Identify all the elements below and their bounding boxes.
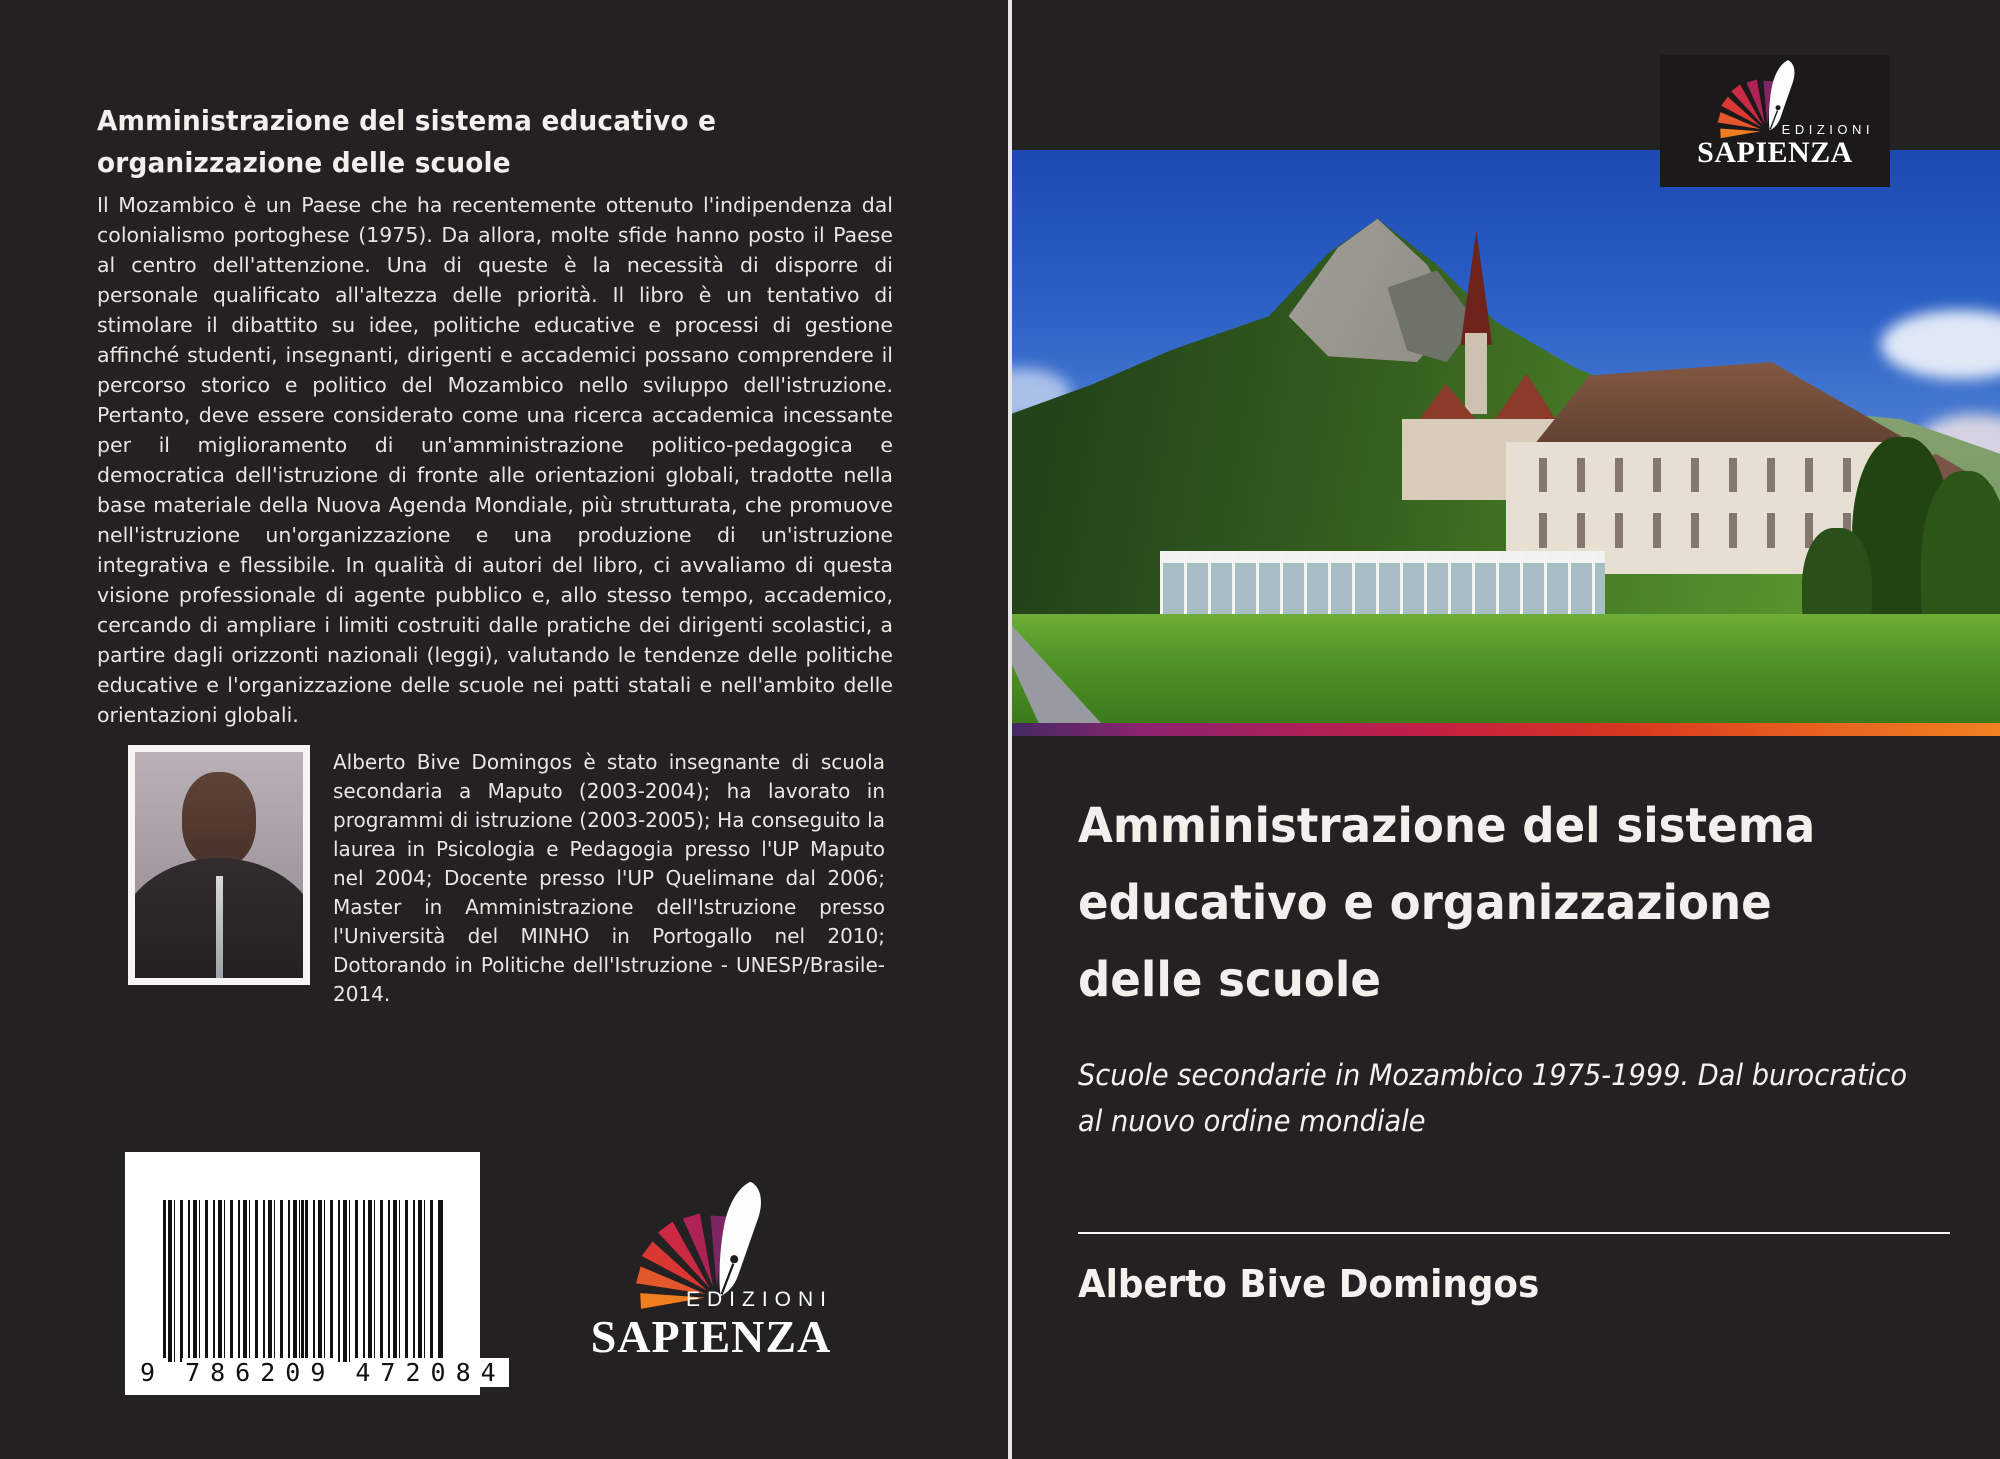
- barcode-digit-group-2: 472084: [352, 1358, 508, 1387]
- publisher-name-label: SAPIENZA: [590, 1311, 832, 1362]
- author-portrait: [135, 752, 303, 978]
- accent-gradient-bar: [1012, 723, 2000, 736]
- portrait-zipper: [216, 876, 223, 978]
- barcode-digit-group-1: 786209: [182, 1358, 338, 1387]
- front-author-name: Alberto Bive Domingos: [1078, 1262, 1540, 1306]
- barcode-digit-prefix: 9: [137, 1358, 168, 1387]
- back-cover-synopsis: Il Mozambico è un Paese che ha recentemente ottenuto l'indipendenza dal colonialismo portoghese (1975). Da allora, molte sfide hanno posto il Paese al centro dell'attenzione. Una di queste è la necessità di disporre di personale qualificato all'altezza delle priorità. Il libro è un tentativo di stimolare il dibattito su idee, politiche educative e processi di gestione affinché studenti, insegnanti, dirigenti e accademici possano comprendere il percorso storico e politico del Mozambico nello sviluppo dell'istruzione. Pertanto, deve essere considerato come una ricerca accademica incessante per il miglioramento di un'amministrazione politico-pedagogica e democratica dell'istruzione di fronte alle orientazioni globali, tradotte nella base materiale della Nuova Agenda Mondiale, più strutturata, che promuove nell'istruzione un'organizzazione e una produzione di un'istruzione integrativa e flessibile. In qualità di autori del libro, ci avvaliamo di questa visione professionale di agente pubblico e, allo stesso tempo, accademico, cercando di ampliare i limiti costruiti dalle pratiche dei dirigenti scolastici, a partire dagli orizzonti nazionali (leggi), valutando le tendenze delle politiche educative e l'organizzazione delle scuole nei patti statali e nell'ambito delle orientazioni globali.: [97, 193, 893, 727]
- back-cover-title: [97, 100, 756, 184]
- front-title-line-2: educativo e organizzazione: [1078, 875, 1772, 931]
- barcode-guard-right: [440, 1200, 443, 1382]
- photo-lawn: [1012, 614, 2000, 723]
- photo-building-windows: [1523, 458, 1905, 492]
- author-divider-rule: [1078, 1232, 1950, 1234]
- front-subtitle-line-2: al nuovo ordine mondiale: [1078, 1104, 1426, 1138]
- publisher-imprint-label: EDIZIONI: [1781, 122, 1874, 137]
- front-cover-title: [1078, 788, 1862, 1019]
- author-photo: [128, 745, 310, 985]
- publisher-logo-back: [585, 1180, 837, 1398]
- barcode-digits: [137, 1358, 506, 1387]
- photo-church-tower: [1465, 333, 1487, 413]
- front-subtitle-line-1: Scuole secondarie in Mozambico 1975-1999. Dal burocratico: [1078, 1058, 1908, 1092]
- publisher-imprint-label: EDIZIONI: [685, 1288, 833, 1311]
- barcode-guard-left: [163, 1200, 166, 1382]
- back-title-line-2: organizzazione delle scuole: [97, 146, 511, 179]
- front-title-line-1: Amministrazione del sistema: [1078, 798, 1816, 854]
- front-cover-subtitle: [1078, 1052, 1960, 1144]
- barcode-guard-middle: [301, 1200, 304, 1382]
- back-title-line-1: Amministrazione del sistema educativo e: [97, 104, 717, 137]
- publisher-logo-box-front: [1660, 55, 1890, 187]
- front-cover-author: [1078, 1262, 1569, 1306]
- author-bio: Alberto Bive Domingos è stato insegnante di scuola secondaria a Maputo (2003-2004); ha lavorato in programmi di istruzione (2003-2005); Ha conseguito la laurea in Psicologia e Pedagogia presso l'UP Maputo nel 2004; Docente presso l'UP Quelimane dal 2006; Master in Amministrazione dell'Istruzione presso l'Università del MINHO in Portogallo nel 2010; Dottorando in Politiche dell'Istruzione - UNESP/Brasile-2014.: [333, 750, 885, 1006]
- barcode: [125, 1152, 506, 1395]
- cover-photo: [1012, 150, 2000, 723]
- front-title-line-3: delle scuole: [1078, 952, 1381, 1008]
- publisher-logo-front: [1666, 59, 1884, 183]
- publisher-name-label: SAPIENZA: [1697, 136, 1853, 169]
